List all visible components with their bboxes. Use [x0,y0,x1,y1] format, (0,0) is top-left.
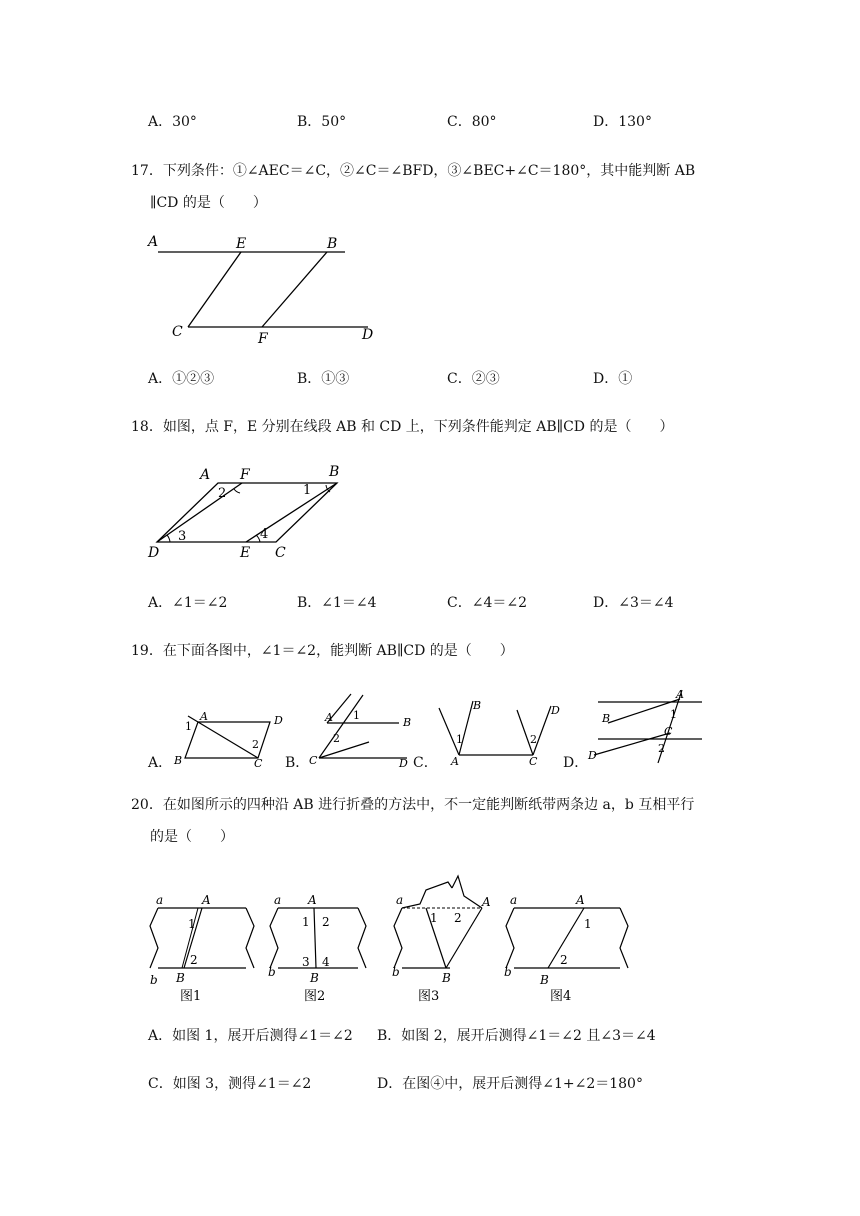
q19-option-b-letter: B． [285,755,310,771]
q18-angle-3: 3 [178,529,187,544]
q19b-angle-1: 1 [353,709,360,722]
q18-angle-1: 1 [303,483,312,498]
q18-segment-df [157,483,242,542]
q18-figure [140,460,360,565]
q20-option-b: B．如图 2，展开后测得∠1＝∠2 且∠3＝∠4 [377,1028,656,1044]
q18-label-a: A [200,467,211,483]
q18-option-b: B．∠1＝∠4 [297,595,377,611]
fig4-angle-1: 1 [584,917,592,931]
q19-figure-a [168,708,290,768]
fig3-tear-left [394,908,402,968]
q16-option-a: A．30° [148,114,197,130]
fig1-label-b-edge: b [150,973,158,987]
q19d-label-d: D [588,749,597,762]
fig2-label-a-edge: a [274,893,282,907]
q18-angle-4: 4 [260,527,269,542]
q17-label-c: C [172,324,183,340]
fig3-angle-1: 1 [430,911,438,925]
fig4-label-b-edge: b [504,965,512,979]
q16-option-b: B．50° [297,114,347,130]
fig1-label-a-point: A [202,893,211,907]
fig4-tear-left [506,908,514,968]
q20-stem-line1: 20．在如图所示的四种沿 AB 进行折叠的方法中，不一定能判断纸带两条边 a，b 互相平行 [131,797,695,813]
fig3-label-a-point: A [482,895,491,909]
fig4-label-a-edge: a [510,893,518,907]
q18-label-f: F [240,467,250,483]
q20-stem-line2: 的是（ ） [150,829,234,845]
q18-option-c: C．∠4＝∠2 [447,595,527,611]
q19-option-d-letter: D． [563,755,589,771]
q19c-label-b: B [473,699,482,712]
q20-figure-4 [498,888,636,1003]
q20-option-a: A．如图 1，展开后测得∠1＝∠2 [148,1028,353,1044]
fig2-angle-3: 3 [302,955,310,969]
q19b-angle-2: 2 [333,732,340,745]
q16-option-d: D．130° [593,114,652,130]
q19-figure-c [433,698,565,768]
fig2-angle-4: 4 [322,955,330,969]
q19d-label-c: C [664,725,673,738]
fig2-caption: 图2 [304,989,326,1003]
q17-stem-line1: 17．下列条件：①∠AEC＝∠C，②∠C＝∠BFD，③∠BEC+∠C＝180°，其中能判断 AB [131,163,696,179]
q17-option-d: D．① [593,371,633,387]
fig2-fold-ab [314,908,316,968]
q19c-left-side [439,708,459,755]
fig2-angle-2: 2 [322,915,330,929]
fig4-tear-right [620,908,628,968]
q19b-label-d: D [399,757,408,768]
q19d-angle-1: 1 [670,708,677,721]
q20-figure-2 [262,888,374,1003]
q17-option-a: A．①②③ [148,371,215,387]
q20-figure-1 [140,888,262,1003]
q19a-label-d: D [274,714,283,727]
q19b-label-a: A [325,711,333,724]
fig1-label-b-point: B [176,971,185,985]
q19a-label-c: C [254,757,263,768]
q19b-ray-c [319,742,369,758]
q17-label-b: B [327,236,338,252]
fig1-tear-right [246,908,254,968]
fig4-label-a-point: A [576,893,585,907]
fig3-label-a-edge: a [396,893,404,907]
q17-label-e: E [236,236,247,252]
q19-figure-b [303,690,415,768]
q20-figure-3 [386,868,498,1003]
fig2-tear-left [270,908,278,968]
q18-label-b: B [329,464,340,480]
fig1-label-a-edge: a [156,893,164,907]
q18-stem-line1: 18．如图，点 F，E 分别在线段 AB 和 CD 上，下列条件能判定 AB∥CD 的是（ ） [131,419,674,435]
q19-figure-d [584,685,710,770]
fig1-angle-2: 2 [190,953,198,967]
q19c-label-c: C [529,755,538,768]
q19c-angle-2: 2 [530,733,537,746]
q19-option-c-letter: C． [413,755,438,771]
q18-option-d: D．∠3＝∠4 [593,595,674,611]
fig3-label-b-edge: b [392,965,400,979]
q18-option-a: A．∠1＝∠2 [148,595,228,611]
q19c-label-d: D [551,704,560,717]
q19b-label-c: C [309,754,318,767]
fig3-folded-flap [402,882,452,908]
q17-segment-fb [262,252,327,327]
q17-label-d: D [362,327,374,343]
fig1-angle-1: 1 [188,917,196,931]
q19a-label-a: A [200,710,208,723]
q18-angle-2: 2 [218,486,227,501]
q18-angle-arc-2 [234,489,240,493]
q19c-angle-1: 1 [456,733,463,746]
q16-option-c: C．80° [447,114,497,130]
q17-label-a: A [148,234,159,250]
q19-option-a-letter: A． [148,755,173,771]
q19d-label-a: A [676,688,684,701]
q19c-ray-cd [533,706,551,755]
fig4-caption: 图4 [550,989,572,1003]
fig3-label-b-point: B [442,971,451,985]
fig4-label-b-point: B [540,973,549,987]
q19-stem-line1: 19．在下面各图中，∠1＝∠2，能判断 AB∥CD 的是（ ） [131,643,514,659]
q19b-label-b: B [403,716,412,729]
q17-label-f: F [258,331,268,347]
q17-segment-ce [188,252,241,327]
q20-option-d: D．在图④中，展开后测得∠1+∠2＝180° [377,1076,643,1092]
q18-label-c: C [275,545,286,561]
q17-figure [140,230,390,348]
q17-stem-line2: ∥CD 的是（ ） [150,195,267,211]
q19d-label-b: B [602,712,611,725]
fig2-tear-right [358,908,366,968]
fig2-label-b-point: B [310,971,319,985]
fig1-tear-left [150,908,158,968]
fig4-angle-2: 2 [560,953,568,967]
fig3-flap-tip [452,876,482,908]
fig3-angle-2: 2 [454,911,462,925]
fig1-caption: 图1 [180,989,202,1003]
q20-option-c: C．如图 3，测得∠1＝∠2 [148,1076,312,1092]
fig2-label-a-point: A [308,893,317,907]
q19a-angle-2: 2 [252,738,259,751]
q17-option-c: C．②③ [447,371,500,387]
fig2-label-b-edge: b [268,965,276,979]
q18-label-d: D [148,545,160,561]
q18-label-e: E [240,545,251,561]
q19b-transversal [319,695,363,758]
fig3-fold-ab [446,908,482,968]
q17-option-b: B．①③ [297,371,350,387]
q19c-ray-ab [459,701,473,755]
q19a-angle-1: 1 [185,720,192,733]
fig2-angle-1: 1 [302,915,310,929]
q18-angle-arc-3 [167,535,170,542]
q19a-label-b: B [174,754,183,767]
q19d-angle-2: 2 [658,742,665,755]
q19c-label-a: A [451,755,459,768]
fig3-caption: 图3 [418,989,440,1003]
